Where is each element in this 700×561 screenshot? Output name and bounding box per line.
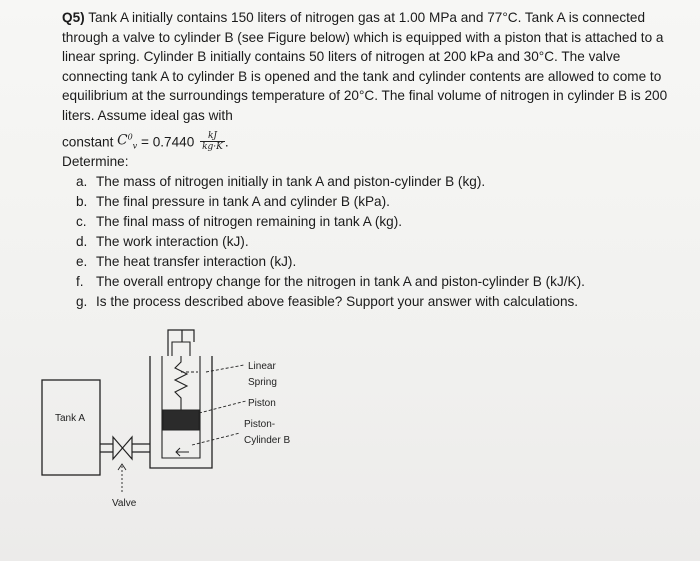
list-item: e. The heat transfer interaction (kJ). (76, 254, 297, 270)
spring-label-1: Linear (248, 361, 276, 372)
list-item: b. The final pressure in tank A and cylinder B (kPa). (76, 194, 390, 210)
unit-denominator: kg·K (202, 142, 223, 153)
problem-text (62, 8, 682, 312)
list-item: a. The mass of nitrogen initially in tank A and piston-cylinder B (kg). (76, 174, 486, 190)
cv-symbol: $C^0_v$ (117, 132, 138, 151)
tank-a-label: Tank A (55, 413, 86, 424)
unit-trail: . (224, 134, 229, 150)
spring-label-2: Spring (248, 377, 277, 388)
cv-value: = 0.7440 (140, 134, 195, 150)
constant-prefix: constant (62, 134, 114, 150)
problem-intro (62, 8, 682, 126)
determine-label: Determine: (62, 153, 129, 169)
constant-line (62, 128, 682, 152)
unit-fraction (200, 131, 225, 152)
cylinder-label-2: Cylinder B (244, 435, 291, 446)
unit-numerator: kJ (200, 131, 225, 142)
list-item: f. The overall entropy change for the nitrogen in tank A and piston-cylinder B (kJ/K). (76, 274, 585, 290)
question-intro-text: Tank A initially contains 150 liters of nitrogen gas at 1.00 MPa and 77°C. Tank A is connected through a valve to cylinder B (see Figure below) which is equipped with a piston that is attached to a linear spring. Cylinder B initially contains 50 liters of nitrogen at 200 kPa and 30°C. The valve connecting tank A to cylinder B is opened and the tank and cylinder contents are allowed to come to equilibrium at the surroundings temperature of 20°C. The final volume of nitrogen in cylinder B is 200 liters. Assume ideal gas with (62, 10, 668, 123)
piston-label: Piston (248, 398, 276, 409)
parts-list (62, 172, 682, 312)
question-number: Q5) (62, 10, 85, 25)
list-item: c. The final mass of nitrogen remaining in tank A (kg). (76, 214, 403, 230)
list-item: d. The work interaction (kJ). (76, 234, 249, 250)
cylinder-label-1: Piston- (244, 419, 276, 430)
list-item: g. Is the process described above feasible? Support your answer with calculations. (76, 294, 579, 310)
valve-label: Valve (112, 498, 137, 509)
